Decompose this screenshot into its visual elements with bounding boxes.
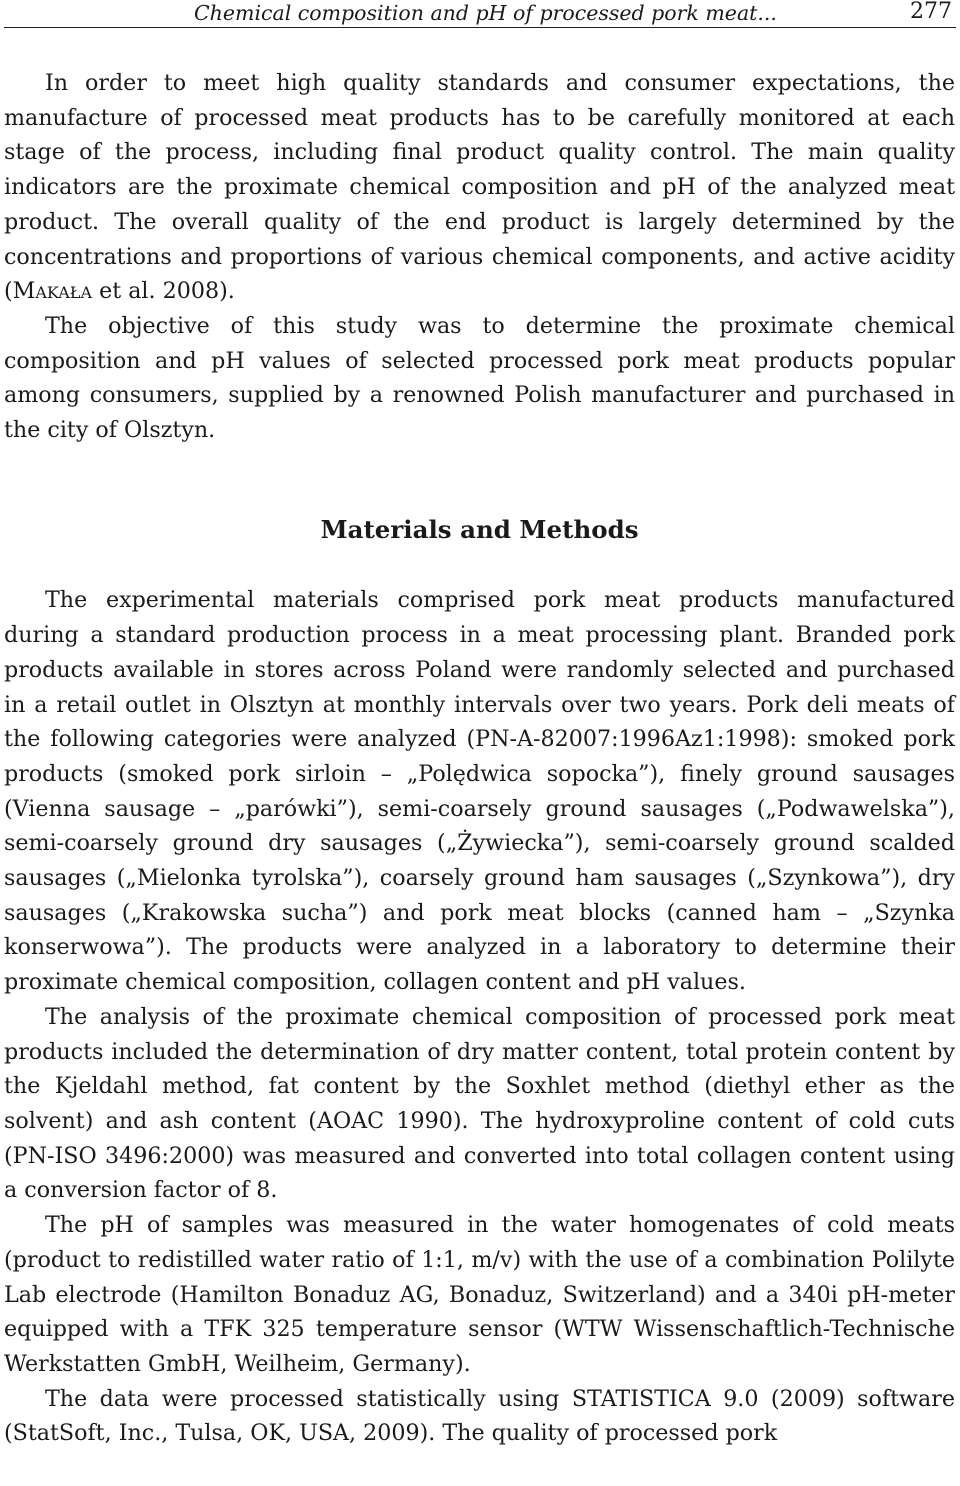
citation-rest: et al. 2008). — [92, 278, 235, 305]
citation-author: Makała — [12, 278, 93, 305]
intro-paragraph-2: The objective of this study was to determine the proximate chemical composition and pH values of selected processed pork meat products popular among consumers, supplied by a renowned Polish manufacturer and purchased in the city of Olsztyn. — [4, 312, 955, 444]
running-head — [4, 0, 956, 28]
article-body — [4, 66, 955, 1451]
section-heading: Materials and Methods — [320, 514, 639, 544]
page-number: 277 — [910, 0, 952, 24]
methods-paragraph-1: The experimental materials comprised pork meat products manufactured during a standard production process in a meat processing plant. Branded pork products available in stores across Poland were randomly selected and purchased in a retail outlet in Olsztyn at monthly intervals over two years. Pork deli meats of the following categories were analyzed (PN-A-82007:1996Az1:1998): smoked pork products (smoked pork sirloin – „Polędwica sopocka”), finely ground sausages (Vienna sausage – „parówki”), semi-coarsely ground sausages („Podwawelska”), semi-coarsely ground dry sausages („Żywiecka”), semi-coarsely ground scalded sausages („Mielonka tyrolska”), coarsely ground ham sausages („Szynkowa”), dry sausages („Krakowska sucha”) and pork meat blocks (canned ham – „Szynka konserwowa”). The products were analyzed in a laboratory to determine their proximate chemical composition, collagen content and pH values. — [4, 587, 955, 996]
methods-paragraph-2: The analysis of the proximate chemical composition of processed pork meat products included the determination of dry matter content, total protein content by the Kjeldahl method, fat content by the Soxhlet method (diethyl ether as the solvent) and ash content (AOAC 1990). The hydroxyproline content of cold cuts (PN-ISO 3496:2000) was measured and converted into total collagen content using a conversion factor of 8. — [4, 1003, 955, 1204]
intro-paragraph-1-text: In order to meet high quality standards and consumer expectations, the manufacture of processed meat products has to be carefully monitored at each stage of the process, including final product quality control. The main quality indicators are the proximate chemical composition and pH of the analyzed meat product. The overall quality of the end product is largely determined by the concentrations and proportions of various chemical components, and active acidity ( — [4, 70, 955, 305]
methods-paragraph-3: The pH of samples was measured in the water homogenates of cold meats (product to redistilled water ratio of 1:1, m/v) with the use of a combination Polilyte Lab electrode (Hamilton Bonaduz AG, Bonaduz, Switzerland) and a 340i pH-meter equipped with a TFK 325 temperature sensor (WTW Wissenschaftlich-Technische Werkstatten GmbH, Weilheim, Germany). — [4, 1212, 955, 1377]
methods-paragraph-4: The data were processed statistically using STATISTICA 9.0 (2009) software (StatSoft, Inc., Tulsa, OK, USA, 2009). The quality of processed pork — [4, 1385, 955, 1447]
running-title: Chemical composition and pH of processed pork meat... — [194, 1, 777, 25]
intro-paragraph-1 — [4, 66, 955, 309]
